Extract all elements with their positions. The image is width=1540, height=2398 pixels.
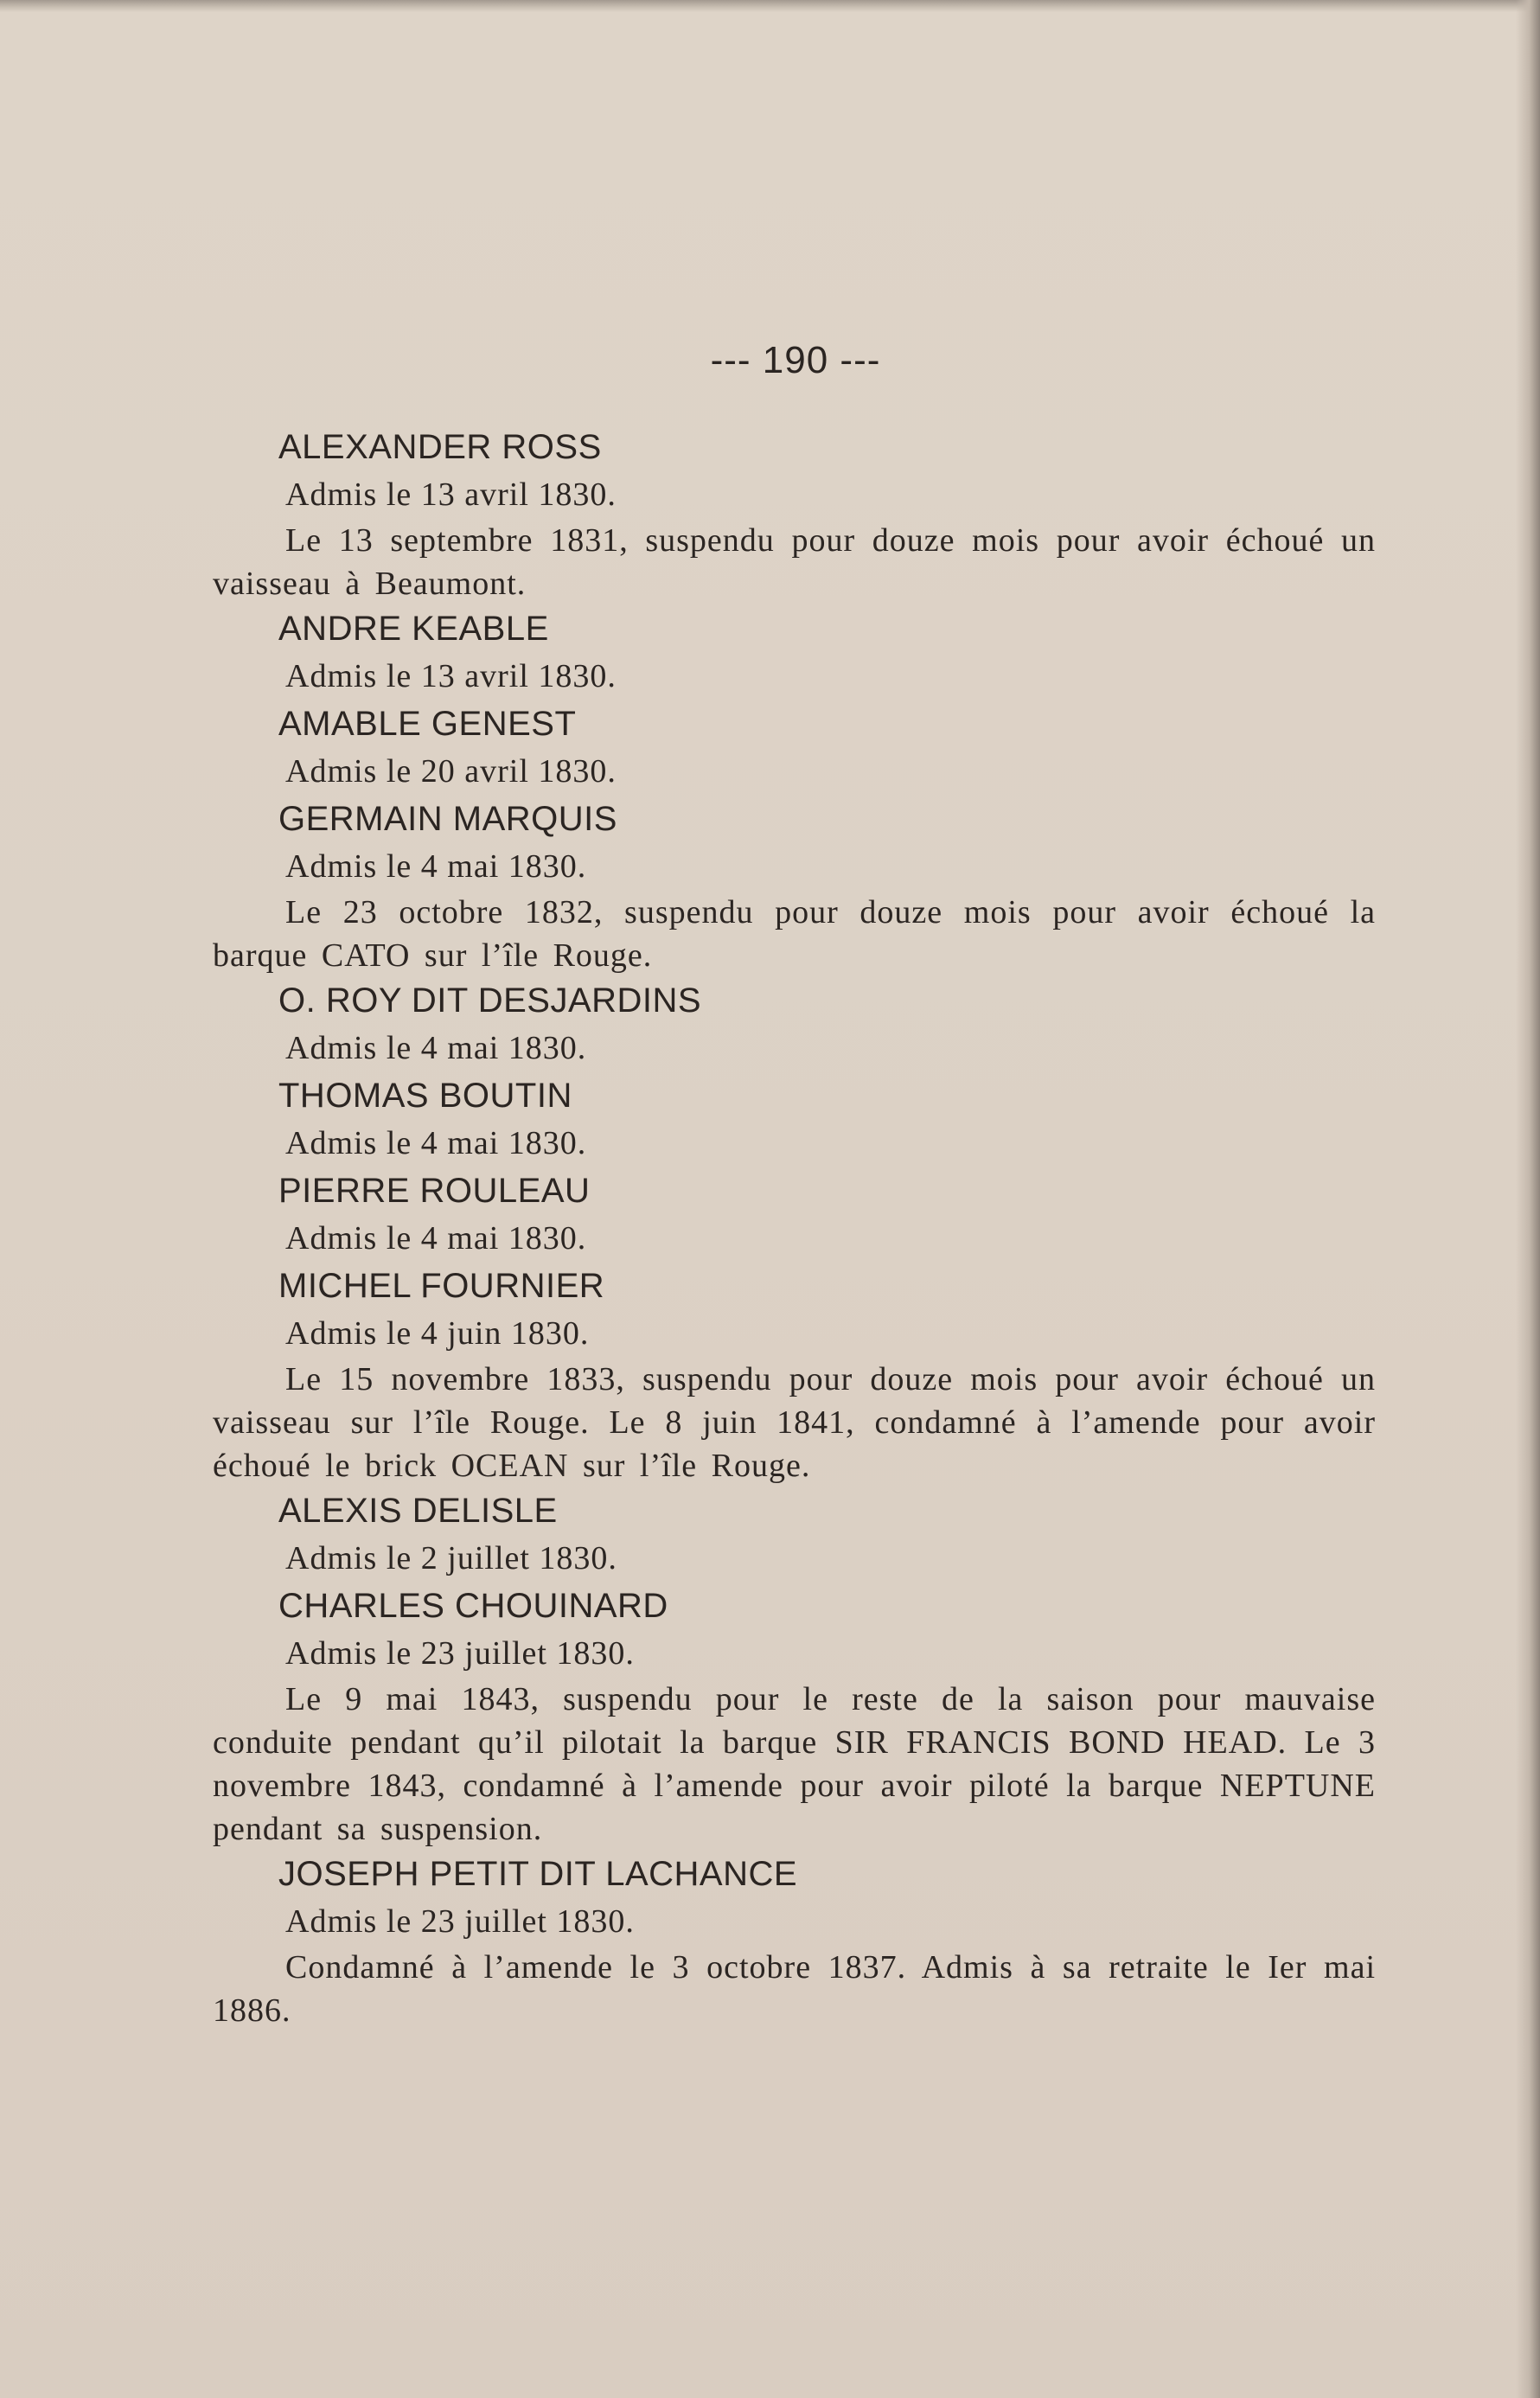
pilot-entry — [213, 1263, 1376, 1487]
pilot-note: Le 9 mai 1843, suspendu pour le reste de la saison pour mauvaise conduite pendant qu’il pilotait la barque SIR FRANCIS BOND HEAD. Le 3 novembre 1843, condamné à l’amende pour avoir piloté la barque NEPTUNE pendant sa suspension. — [213, 1681, 1376, 1847]
pilot-entry — [213, 1487, 1376, 1583]
admission-date: Admis le 4 mai 1830. — [285, 1125, 587, 1161]
admission-date: Admis le 13 avril 1830. — [285, 658, 617, 694]
admission-date: Admis le 23 juillet 1830. — [285, 1903, 635, 1940]
pilot-name: THOMAS BOUTIN — [278, 1077, 572, 1115]
pilot-note: Le 23 octobre 1832, suspendu pour douze mois pour avoir échoué la barque CATO sur l’île Rouge. — [213, 894, 1376, 974]
admission-date: Admis le 4 juin 1830. — [285, 1315, 590, 1352]
pilot-entry — [213, 424, 1376, 605]
pilot-entry — [213, 796, 1376, 977]
pilot-entry — [213, 1583, 1376, 1851]
pilot-name: O. ROY DIT DESJARDINS — [278, 982, 702, 1020]
pilot-entry — [213, 977, 1376, 1072]
admission-date: Admis le 20 avril 1830. — [285, 753, 617, 790]
pilot-name: GERMAIN MARQUIS — [278, 800, 617, 838]
pilot-entry — [213, 1851, 1376, 2032]
page-number: --- 190 --- — [710, 339, 881, 381]
pilot-note: Condamné à l’amende le 3 octobre 1837. Admis à sa retraite le Ier mai 1886. — [213, 1949, 1376, 2029]
admission-date: Admis le 4 mai 1830. — [285, 1030, 587, 1066]
pilot-entry — [213, 1072, 1376, 1167]
page-top-edge — [0, 0, 1540, 12]
pilot-name: MICHEL FOURNIER — [278, 1267, 605, 1305]
admission-date: Admis le 13 avril 1830. — [285, 476, 617, 513]
pilot-entry — [213, 1167, 1376, 1263]
admission-date: Admis le 4 mai 1830. — [285, 848, 587, 885]
admission-date: Admis le 4 mai 1830. — [285, 1220, 587, 1257]
pilot-name: PIERRE ROULEAU — [278, 1172, 591, 1210]
pilot-note: Le 13 septembre 1831, suspendu pour douze mois pour avoir échoué un vaisseau à Beaumont. — [213, 522, 1376, 602]
pilot-register — [213, 424, 1376, 2032]
pilot-entry — [213, 700, 1376, 796]
pilot-name: JOSEPH PETIT DIT LACHANCE — [278, 1855, 798, 1893]
pilot-note: Le 15 novembre 1833, suspendu pour douze mois pour avoir échoué un vaisseau sur l’île Rouge. Le 8 juin 1841, condamné à l’amende pour avoir échoué le brick OCEAN sur l’île Rouge. — [213, 1361, 1376, 1484]
pilot-name: ANDRE KEABLE — [278, 610, 549, 648]
pilot-name: AMABLE GENEST — [278, 705, 577, 743]
pilot-name: CHARLES CHOUINARD — [278, 1587, 668, 1625]
admission-date: Admis le 2 juillet 1830. — [285, 1540, 617, 1576]
admission-date: Admis le 23 juillet 1830. — [285, 1635, 635, 1672]
pilot-name: ALEXANDER ROSS — [278, 428, 602, 466]
pilot-name: ALEXIS DELISLE — [278, 1492, 558, 1530]
pilot-entry — [213, 605, 1376, 700]
